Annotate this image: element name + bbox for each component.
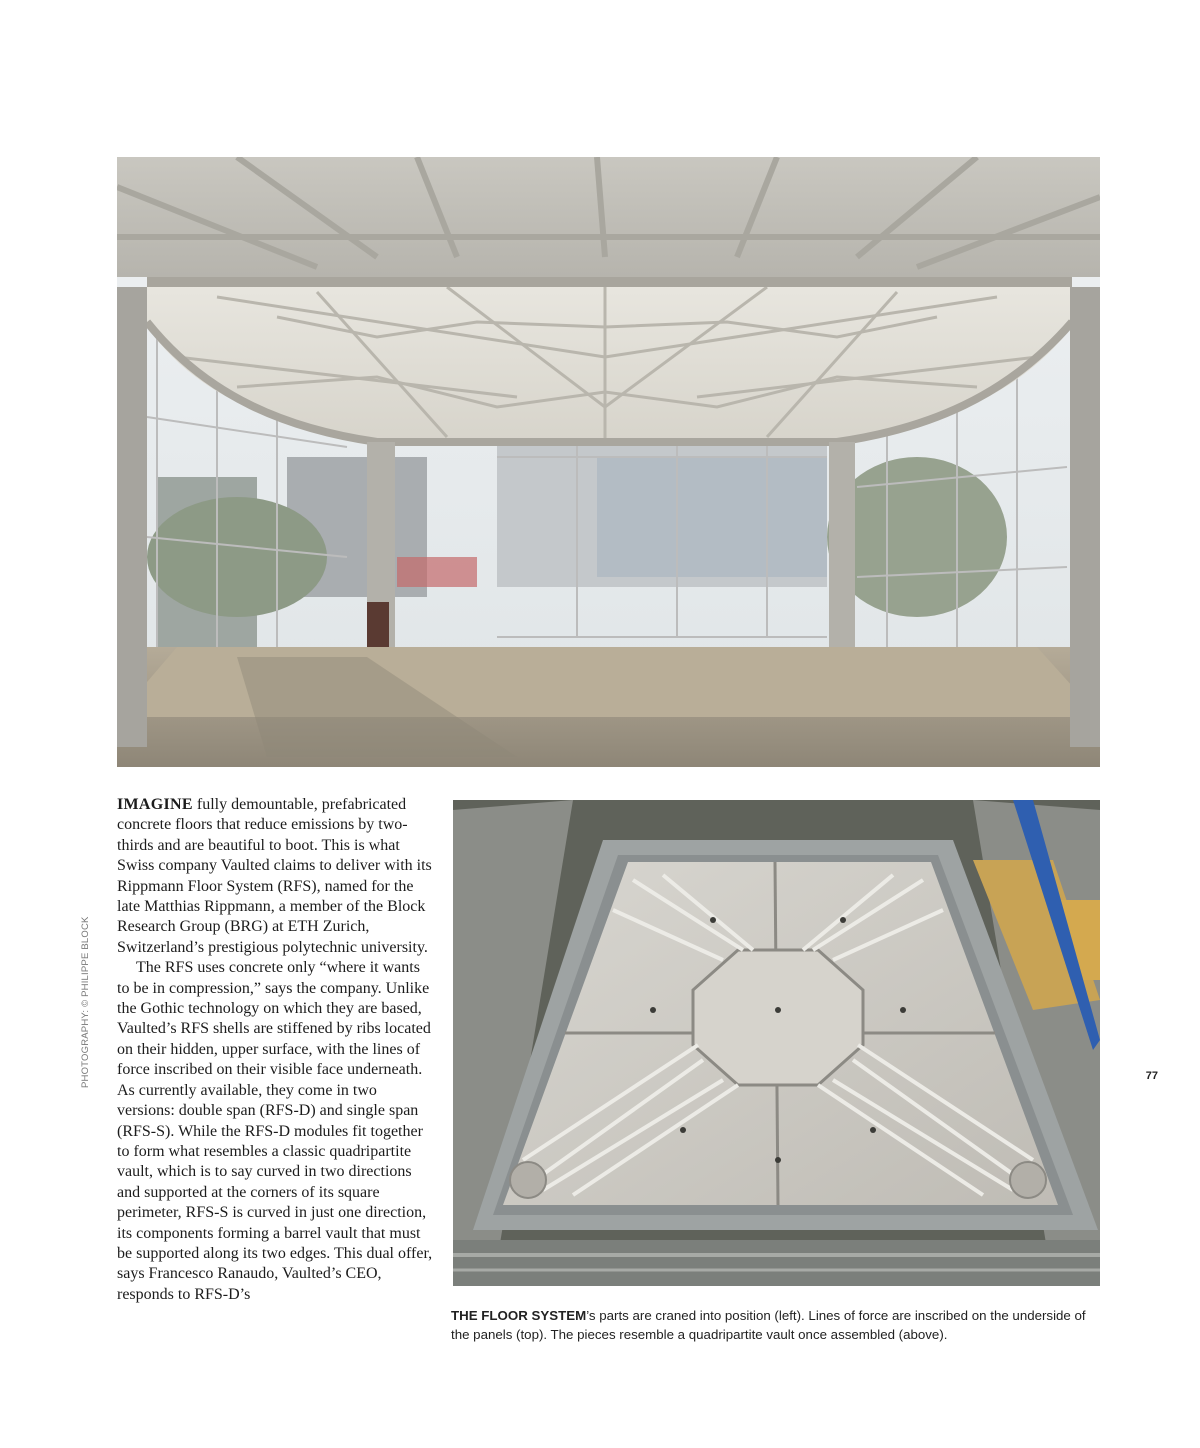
photo-credit: PHOTOGRAPHY: © PHILIPPE BLOCK xyxy=(80,916,91,1088)
page-number: 77 xyxy=(1145,1070,1158,1082)
article-body xyxy=(117,795,433,1305)
vault-pavilion-image xyxy=(117,157,1100,767)
photo-caption xyxy=(451,1306,1101,1344)
paragraph-1-text: fully demountable, prefabricated concrete floors that reduce emissions by two-thirds and are beautiful to boot. This is what Swiss company Vaulted claims to deliver with its Rippmann Floor System (RFS), named for the late Matthias Rippmann, a member of the Block Research Group (BRG) at ETH Zurich, Switzerland’s prestigious polytechnic university. xyxy=(117,796,432,956)
floor-panels-image xyxy=(453,800,1100,1286)
caption-lead: THE FLOOR SYSTEM xyxy=(451,1308,587,1323)
lead-word: IMAGINE xyxy=(117,796,193,813)
caption-text: ’s parts are craned into position (left). Lines of force are inscribed on the underside of the panels (top). The pieces resemble a quadripartite vault once assembled (above). xyxy=(451,1308,1086,1342)
article-paragraph-2: The RFS uses concrete only “where it wants to be in compression,” says the company. Unlike the Gothic technology on which they are based, Vaulted’s RFS shells are stiffened by ribs located on their hidden, upper surface, with the lines of force inscribed on their visible face underneath. As currently available, they come in two versions: double span (RFS-D) and single span (RFS-S). While the RFS-D modules fit together to form what resembles a classic quadripartite vault, which is to say curved in two directions and supported at the corners of its square perimeter, RFS-S is curved in just one direction, its components forming a barrel vault that must be supported along its two edges. This dual offer, says Francesco Ranaudo, Vaulted’s CEO, responds to RFS-D’s xyxy=(117,959,433,1303)
article-paragraph-1 xyxy=(117,795,433,958)
hero-photo xyxy=(117,157,1100,767)
floor-system-photo xyxy=(453,800,1100,1286)
